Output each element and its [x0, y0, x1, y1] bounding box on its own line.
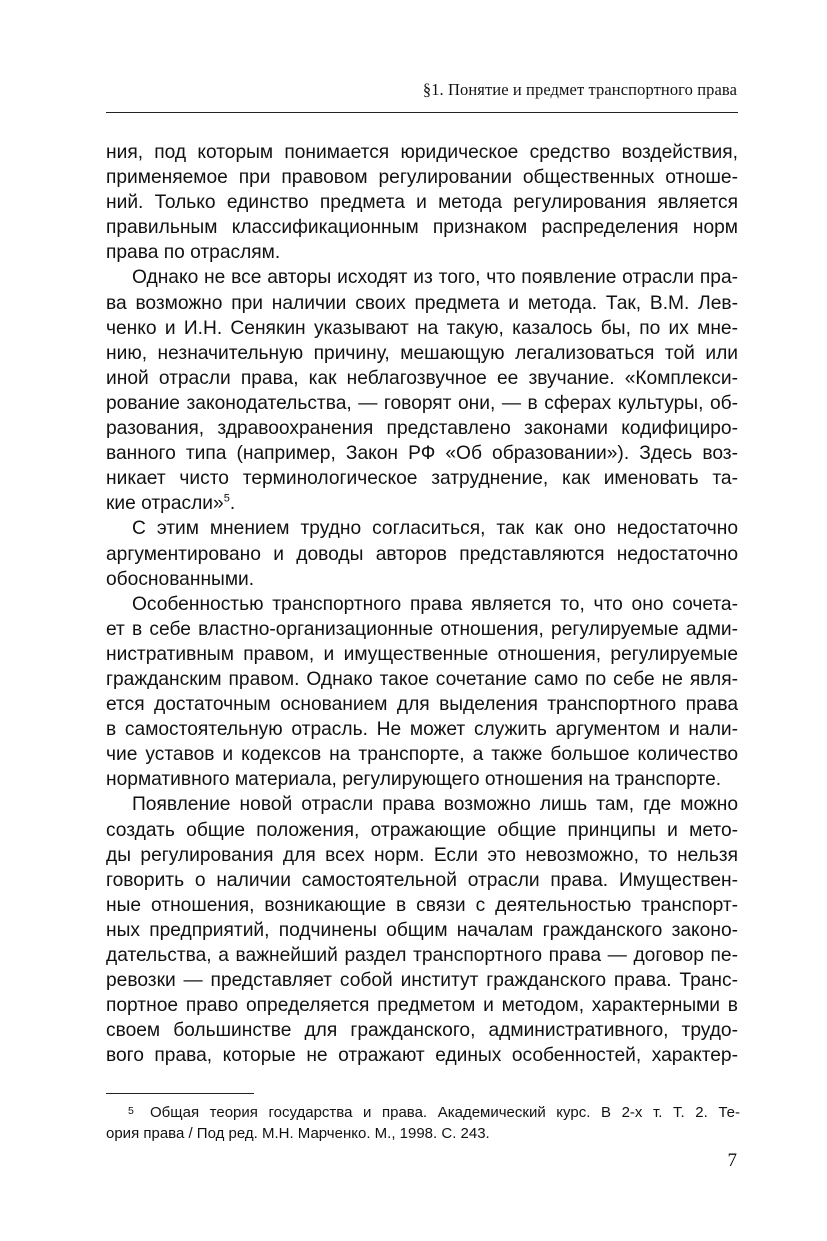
footnote-mark: 5	[128, 1105, 134, 1117]
text-line: дательства, а важнейший раздел транспортного права — договор пе-	[106, 945, 738, 966]
footnote-rule	[106, 1093, 254, 1094]
text-line: портное право определяется предметом и методом, характерными в	[106, 995, 738, 1017]
text-line: правильным классификационным признаком распределения норм	[106, 217, 738, 239]
header-rule	[106, 112, 738, 113]
text-line: ченко и И.Н. Сенякин указывают на такую, казалось бы, по их мне-	[106, 317, 738, 339]
text-line: рование законодательства, — говорят они, — в сферах культуры, об-	[106, 392, 738, 414]
text-line-end: .	[229, 493, 236, 515]
footnote	[106, 1102, 740, 1144]
text-line: ет в себе властно-организационные отношения, регулируемые адми-	[106, 618, 738, 640]
footnote-line: ория права / Под ред. М.Н. Марченко. М., 1998. С. 243.	[106, 1125, 490, 1142]
footnote-reference[interactable]: 5	[223, 492, 230, 505]
text-line: ные отношения, возникающие в связи с деятельностью транспорт-	[106, 894, 738, 916]
text-line: ных предприятий, подчинены общим началам гражданского законо-	[106, 919, 738, 941]
text-line: ванного типа (например, Закон РФ «Об образовании»). Здесь воз-	[106, 443, 738, 465]
text-line: обоснованными.	[106, 568, 255, 590]
text-line: вого права, которые не отражают единых особенностей, характер-	[106, 1045, 738, 1067]
text-line: в самостоятельную отрасль. Не может служить аргументом и нали-	[106, 719, 738, 741]
page-number: 7	[727, 1150, 737, 1171]
paragraph-3	[106, 516, 738, 591]
body-text	[106, 140, 738, 1068]
text-line: нормативного материала, регулирующего отношения на транспорте.	[106, 769, 722, 791]
text-line: аргументировано и доводы авторов представляются недостаточно	[106, 543, 738, 565]
paragraph-4	[106, 592, 738, 793]
text-line: С этим мнением трудно согласиться, так как оно недостаточно	[132, 518, 738, 540]
text-line: ния, под которым понимается юридическое средство воздействия,	[106, 142, 738, 163]
text-line: Появление новой отрасли права возможно лишь там, где можно	[132, 794, 738, 816]
text-line: кие отрасли»	[106, 493, 224, 515]
paragraph-1	[106, 140, 738, 265]
text-line: ды регулирования для всех норм. Если это невозможно, то нельзя	[106, 844, 738, 866]
text-line: Особенностью транспортного права является то, что оно сочета-	[132, 593, 738, 615]
text-line: ревозки — представляет собой институт гражданского права. Транс-	[106, 970, 738, 992]
paragraph-2	[106, 265, 738, 516]
text-line-with-footnote	[106, 491, 738, 516]
footnote-text: Общая теория государства и права. Академический курс. В 2-х т. Т. 2. Те-	[150, 1104, 740, 1121]
text-line: разования, здравоохранения представлено законами кодифициро-	[106, 418, 738, 440]
text-line: своем большинстве для гражданского, административного, трудо-	[106, 1020, 738, 1042]
paragraph-5	[106, 792, 738, 1068]
text-line: создать общие положения, отражающие общие принципы и мето-	[106, 819, 738, 841]
text-line: говорить о наличии самостоятельной отрасли права. Имуществен-	[106, 869, 738, 891]
text-line: ва возможно при наличии своих предмета и метода. Так, В.М. Лев-	[106, 292, 738, 314]
text-line: иной отрасли права, как неблагозвучное ее звучание. «Комплекси-	[106, 367, 738, 389]
text-line: никает чисто терминологическое затруднение, как именовать та-	[106, 468, 738, 490]
text-line: нистративным правом, и имущественные отношения, регулируемые	[106, 643, 738, 665]
text-line: нию, незначительную причину, мешающую легализоваться той или	[106, 342, 738, 364]
text-line: применяемое при правовом регулировании общественных отноше-	[106, 167, 738, 189]
footnote-line	[106, 1102, 740, 1123]
text-line: права по отраслям.	[106, 242, 281, 264]
running-header: §1. Понятие и предмет транспортного права	[422, 80, 737, 99]
text-line: Однако не все авторы исходят из того, что появление отрасли пра-	[132, 267, 738, 289]
text-line: ний. Только единство предмета и метода регулирования является	[106, 192, 738, 214]
text-line: гражданским правом. Однако такое сочетание само по себе не явля-	[106, 668, 738, 690]
text-line: ется достаточным основанием для выделения транспортного права	[106, 694, 738, 716]
text-line: чие уставов и кодексов на транспорте, а также большое количество	[106, 744, 738, 766]
